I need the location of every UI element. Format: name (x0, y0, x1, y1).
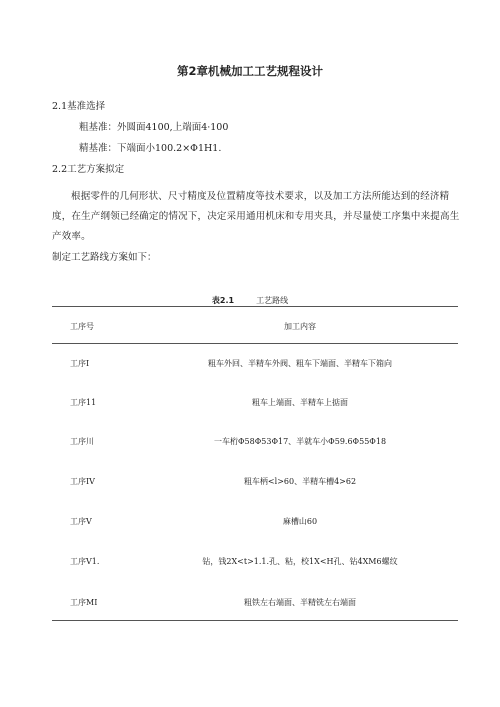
route-intro: 制定工艺路线方案如下： (52, 252, 157, 263)
row-process-no: 工序MI (70, 598, 98, 607)
row-process-content: 一车桁Φ58Φ53Φ17、半就车小Φ59.6Φ55Φ18 (213, 437, 387, 446)
section-2-2-heading: 2.2工艺方案拟定 (52, 164, 125, 175)
table-caption (0, 295, 500, 306)
table-header-col1: 工序号 (70, 322, 94, 331)
row-process-content: 粗车外回、半精车外阀、粗车下端面、半精车下箱向 (208, 359, 392, 368)
row-process-no: 工序V (70, 517, 92, 526)
chapter-title: 第2章机械加工工艺规程设计 (176, 64, 323, 78)
rough-datum-line: 粗基准：外圆面4100,上端面4·100 (79, 122, 229, 133)
row-process-content: 粗车柄<l>60、半精车槽4>62 (243, 477, 357, 486)
row-process-content: 粗铁左右端面、半精铣左右端面 (244, 598, 356, 607)
row-process-content: 粗车上端面、半精车上掂面 (252, 398, 348, 407)
row-process-no: 工序11 (70, 398, 97, 407)
table-bottom-rule (52, 620, 458, 621)
row-process-content: 麻槽山60 (282, 517, 318, 526)
row-process-no: 工序V1. (70, 557, 100, 566)
row-process-no: 工序IV (70, 477, 95, 486)
table-header-rule (52, 343, 458, 344)
section-2-1-heading: 2.1基准选择 (52, 101, 106, 112)
table-header-col2: 加工内容 (284, 322, 316, 331)
table-caption-title: 工艺路线 (256, 296, 289, 305)
row-process-no: 工序川 (70, 437, 94, 446)
row-process-content: 钻，钱2X<t>1.1.孔、粘，校1X<H孔、钻4XM6螺纹 (202, 557, 398, 566)
table-top-rule (52, 306, 458, 307)
fine-datum-line: 精基准：下端面小100.2×Φ1H1. (79, 143, 222, 154)
body-paragraph: 根据零件的几何形状、尺寸精度及位置精度等技术要求，以及加工方法所能达到的经济精度，在生产纲领已经确定的情况下，决定采用通用机床和专用夹具，并尽量使工序集中来提高生产效率。 (52, 191, 460, 242)
table-caption-number: 表2.1 (211, 296, 235, 305)
row-process-no: 工序I (70, 359, 90, 368)
